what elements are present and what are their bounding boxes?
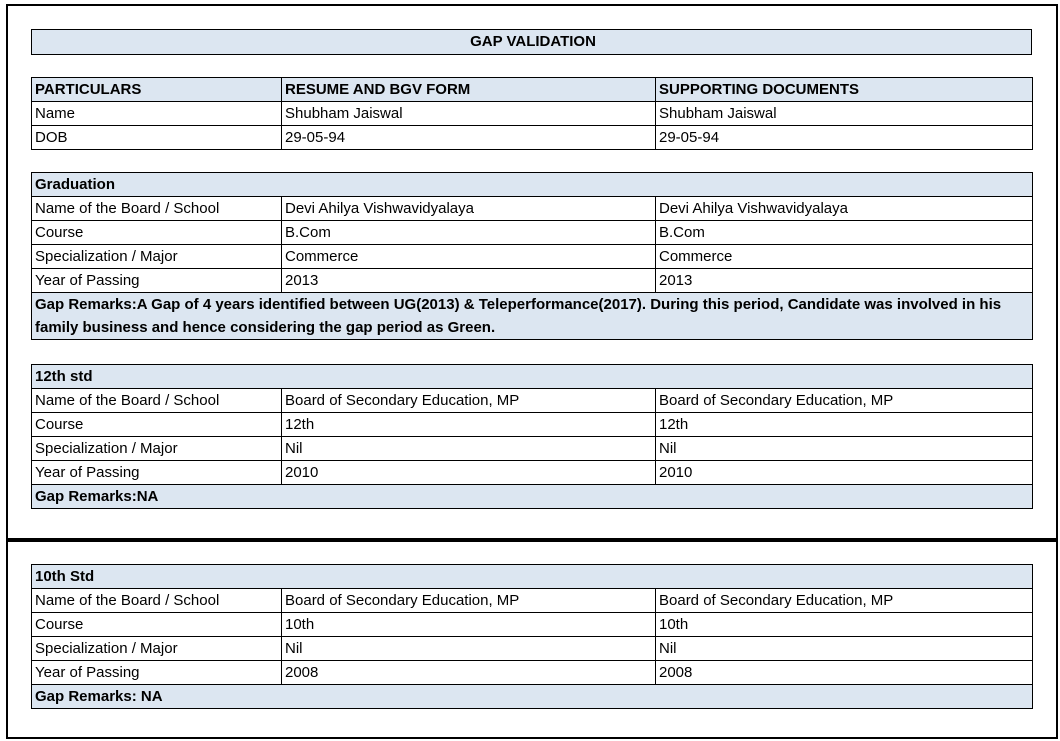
resume-value: 29-05-94 xyxy=(282,126,656,150)
section-graduation xyxy=(31,172,1033,340)
column-header-documents: SUPPORTING DOCUMENTS xyxy=(656,78,1033,102)
row-label: Specialization / Major xyxy=(32,245,282,269)
column-header-row xyxy=(32,78,1033,102)
resume-value: 2013 xyxy=(282,269,656,293)
resume-value: Nil xyxy=(282,437,656,461)
documents-value: 2013 xyxy=(656,269,1033,293)
section-heading: 10th Std xyxy=(32,565,1033,589)
table-row xyxy=(32,126,1033,150)
row-label: Specialization / Major xyxy=(32,437,282,461)
column-header-particulars: PARTICULARS xyxy=(32,78,282,102)
row-label: Year of Passing xyxy=(32,661,282,685)
documents-value: Board of Secondary Education, MP xyxy=(656,389,1033,413)
row-label: Course xyxy=(32,413,282,437)
table-row xyxy=(32,413,1033,437)
personal-table xyxy=(31,77,1033,150)
resume-value: 2008 xyxy=(282,661,656,685)
resume-value: 2010 xyxy=(282,461,656,485)
resume-value: B.Com xyxy=(282,221,656,245)
gap-remarks: Gap Remarks:A Gap of 4 years identified between UG(2013) & Teleperformance(2017). During this period, Candidate was involved in his family business and hence considering the gap period as Green. xyxy=(32,293,1033,340)
table-row xyxy=(32,637,1033,661)
resume-value: Commerce xyxy=(282,245,656,269)
resume-value: Board of Secondary Education, MP xyxy=(282,389,656,413)
resume-value: 10th xyxy=(282,613,656,637)
row-label: Specialization / Major xyxy=(32,637,282,661)
row-label: Name of the Board / School xyxy=(32,197,282,221)
documents-value: 2008 xyxy=(656,661,1033,685)
resume-value: Nil xyxy=(282,637,656,661)
resume-value: 12th xyxy=(282,413,656,437)
section-12th xyxy=(31,364,1033,509)
row-label: Year of Passing xyxy=(32,461,282,485)
row-label: Name of the Board / School xyxy=(32,389,282,413)
documents-value: Nil xyxy=(656,637,1033,661)
documents-value: Board of Secondary Education, MP xyxy=(656,589,1033,613)
resume-value: Board of Secondary Education, MP xyxy=(282,589,656,613)
table-row xyxy=(32,437,1033,461)
table-row xyxy=(32,589,1033,613)
table-row xyxy=(32,245,1033,269)
table-row xyxy=(32,197,1033,221)
documents-value: 12th xyxy=(656,413,1033,437)
resume-value: Devi Ahilya Vishwavidyalaya xyxy=(282,197,656,221)
table-row xyxy=(32,613,1033,637)
documents-value: B.Com xyxy=(656,221,1033,245)
row-label: Name of the Board / School xyxy=(32,589,282,613)
documents-value: Commerce xyxy=(656,245,1033,269)
documents-value: 29-05-94 xyxy=(656,126,1033,150)
row-label: DOB xyxy=(32,126,282,150)
table-row xyxy=(32,221,1033,245)
gap-remarks: Gap Remarks: NA xyxy=(32,685,1033,709)
row-label: Year of Passing xyxy=(32,269,282,293)
documents-value: Devi Ahilya Vishwavidyalaya xyxy=(656,197,1033,221)
section-heading: 12th std xyxy=(32,365,1033,389)
documents-value: Nil xyxy=(656,437,1033,461)
row-label: Course xyxy=(32,613,282,637)
row-label: Name xyxy=(32,102,282,126)
gap-remarks: Gap Remarks:NA xyxy=(32,485,1033,509)
row-label: Course xyxy=(32,221,282,245)
table-row xyxy=(32,389,1033,413)
title-table xyxy=(31,29,1032,55)
section-heading: Graduation xyxy=(32,173,1033,197)
table-row xyxy=(32,461,1033,485)
resume-value: Shubham Jaiswal xyxy=(282,102,656,126)
table-row xyxy=(32,102,1033,126)
documents-value: 10th xyxy=(656,613,1033,637)
section-10th xyxy=(31,564,1033,709)
table-row xyxy=(32,661,1033,685)
table-row xyxy=(32,269,1033,293)
page-title: GAP VALIDATION xyxy=(32,30,1032,55)
column-header-resume: RESUME AND BGV FORM xyxy=(282,78,656,102)
documents-value: Shubham Jaiswal xyxy=(656,102,1033,126)
documents-value: 2010 xyxy=(656,461,1033,485)
